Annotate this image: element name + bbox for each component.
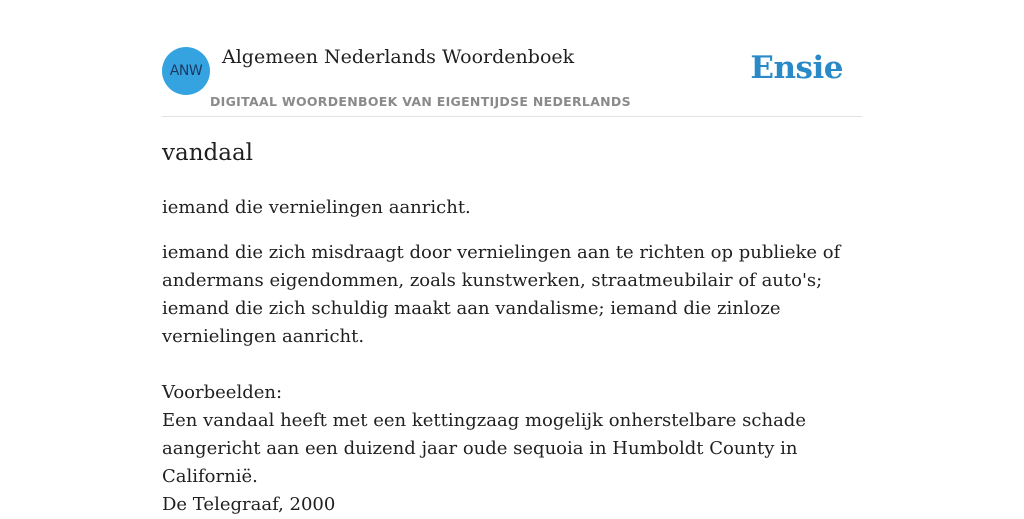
examples-label: Voorbeelden: (162, 382, 283, 403)
long-definition: iemand die zich misdraagt door vernielingen aan te richten op publieke of andermans eigendommen, zoals kunstwerken, straatmeubilair of auto's; iemand die zich schuldig maakt aan vandalisme; iemand die zinloze vernielingen aanricht. (162, 242, 841, 347)
header (162, 0, 862, 117)
entry-word: vandaal (162, 140, 254, 166)
example-source: De Telegraaf, 2000 (162, 494, 336, 515)
example-text: Een vandaal heeft met een kettingzaag mogelijk onherstelbare schade aangericht aan een duizend jaar oude sequoia in Humboldt County in Californië. (162, 410, 806, 487)
site-title[interactable]: Algemeen Nederlands Woordenboek (222, 46, 575, 68)
spacer (162, 351, 862, 379)
entry-card (162, 0, 862, 515)
site-subtitle: DIGITAAL WOORDENBOEK VAN EIGENTIJDSE NEDERLANDS (210, 94, 631, 109)
long-definition-block (162, 239, 862, 519)
anw-logo[interactable]: ANW (162, 47, 210, 95)
ensie-logo[interactable]: Ensie (750, 50, 843, 86)
short-definition: iemand die vernielingen aanricht. (162, 197, 471, 218)
